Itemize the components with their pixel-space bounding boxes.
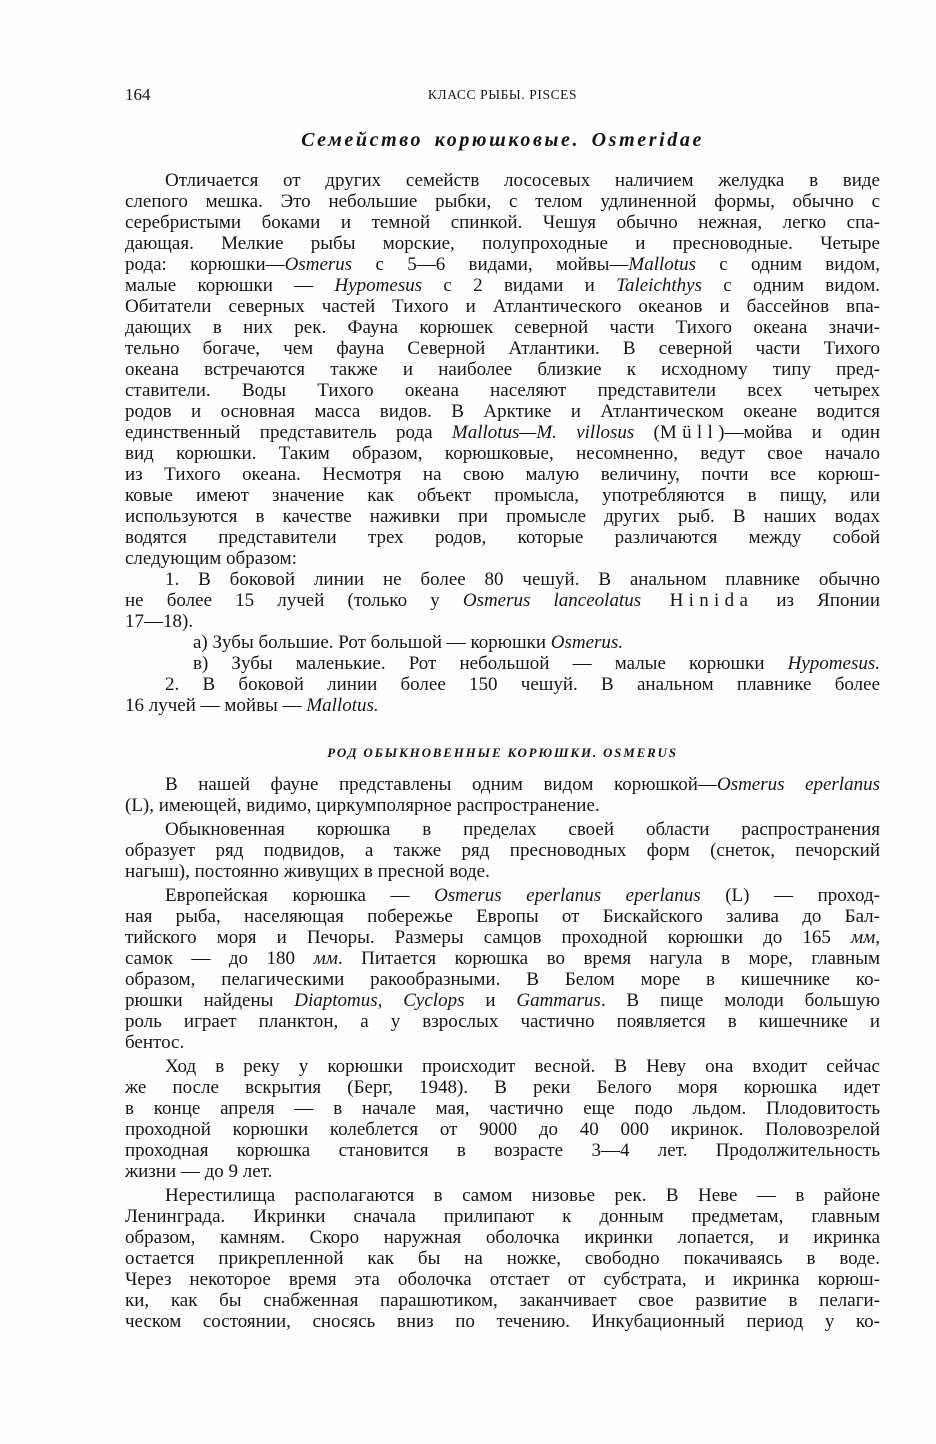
line-content	[125, 969, 880, 990]
text-line	[125, 443, 880, 464]
line-content	[125, 296, 880, 317]
text-line	[125, 674, 880, 695]
text-line	[125, 969, 880, 990]
text-line	[125, 485, 880, 506]
line-content	[125, 401, 880, 422]
text-line	[125, 1140, 880, 1161]
text-run: вид корюшки. Таким образом, корюшковые, несомненно, ведут свое начало	[125, 443, 880, 464]
text-run: (	[634, 422, 660, 443]
text-run: нагыш), постоянно живущих в пресной воде.	[125, 861, 490, 882]
family-title: Семейство корюшковые. Osmeridae	[301, 129, 704, 151]
text-run: малые корюшки —	[125, 275, 335, 296]
text-run: образом, пелагическими ракообразными. В Белом море в кишечнике ко-	[125, 969, 880, 990]
text-run: Нерестилища располагаются в самом низовье рек. В Неве — в районе	[165, 1185, 880, 1206]
page-number: 164	[125, 85, 151, 104]
line-content	[165, 569, 880, 590]
text-run: остается прикрепленной как бы на ножке, свободно покачиваясь в воде.	[125, 1248, 880, 1269]
line-content	[125, 695, 379, 716]
text-run: роль играет планктон, а у взрослых частично появляется в кишечнике и	[125, 1011, 880, 1032]
italic-text: Taleichthys	[616, 275, 702, 296]
text-line	[125, 401, 880, 422]
text-run: с одним видом.	[701, 275, 880, 296]
text-run: с 2 видами и	[422, 275, 617, 296]
italic-text: Mallotus—M. villosus	[451, 422, 635, 443]
key-subitem	[125, 632, 880, 653]
running-header	[125, 84, 880, 105]
line-content	[125, 840, 880, 861]
line-content	[125, 948, 880, 969]
text-run: из Тихого океана. Несмотря на свою малую величину, почти все корюш-	[125, 464, 880, 485]
line-content	[125, 191, 880, 212]
text-line	[125, 861, 880, 882]
text-run: . Питается корюшка во время нагула в море, главным	[337, 948, 880, 969]
text-run: ки, как бы снабженная парашютиком, заканчивает свое развитие в пелаги-	[125, 1290, 880, 1311]
text-line	[125, 590, 880, 611]
italic-text: Osmerus	[284, 254, 353, 275]
paragraph	[125, 819, 880, 882]
line-content	[165, 1056, 880, 1077]
text-line	[125, 254, 880, 275]
line-content	[125, 485, 880, 506]
italic-text: мм	[850, 927, 876, 948]
text-run: используются в качестве наживки при промысле других рыб. В наших водах	[125, 506, 880, 527]
text-run: Европейская корюшка —	[165, 885, 435, 906]
text-run: океана встречаются также и наиболее близкие к исходному типу пред-	[125, 359, 880, 380]
text-run: следующим образом:	[125, 548, 297, 569]
text-run: серебристыми боками и темной спинкой. Чешуя обычно нежная, легко спа-	[125, 212, 880, 233]
genus-section	[125, 774, 880, 1332]
text-run: 1. В боковой линии не более 80 чешуй. В анальном плавнике обычно	[165, 569, 880, 590]
text-line	[125, 1056, 880, 1077]
text-run: не более 15 лучей (только у	[125, 590, 463, 611]
line-content	[125, 1077, 880, 1098]
text-line	[125, 569, 880, 590]
text-run: дающих в них рек. Фауна корюшек северной части Тихого океана значи-	[125, 317, 880, 338]
line-content	[125, 1098, 880, 1119]
text-line	[125, 927, 880, 948]
text-run: рода: корюшки—	[125, 254, 285, 275]
line-content	[125, 464, 880, 485]
line-content	[125, 275, 880, 296]
text-line	[125, 1269, 880, 1290]
text-line	[125, 1206, 880, 1227]
line-content	[125, 317, 880, 338]
text-run: бентос.	[125, 1032, 185, 1053]
paragraph	[125, 885, 880, 1053]
text-run: ческом состоянии, сносясь вниз по течению. Инкубационный период у ко-	[125, 1311, 880, 1332]
line-content	[125, 927, 880, 948]
line-content	[125, 1269, 880, 1290]
italic-text: Osmerus eperlanus	[716, 774, 880, 795]
text-run: 17—18).	[125, 611, 194, 632]
line-content	[165, 170, 880, 191]
text-line	[125, 948, 880, 969]
key-item	[125, 674, 880, 716]
text-line	[125, 1098, 880, 1119]
text-run: ,	[875, 927, 880, 948]
line-content	[125, 254, 880, 275]
text-line	[125, 1227, 880, 1248]
italic-text: Gammarus	[516, 990, 601, 1011]
text-line	[125, 1011, 880, 1032]
line-content	[125, 1011, 880, 1032]
key-subitem	[125, 653, 880, 674]
paragraph	[125, 774, 880, 816]
line-content	[165, 774, 880, 795]
line-content	[125, 1248, 880, 1269]
text-line	[125, 296, 880, 317]
paragraph	[125, 170, 880, 569]
spaced-text: Müll	[659, 422, 719, 443]
text-run: в конце апреля — в начале мая, частично еще подо льдом. Плодовитость	[125, 1098, 880, 1119]
text-line	[125, 840, 880, 861]
line-content	[125, 233, 880, 254]
text-run: с одним видом,	[695, 254, 880, 275]
text-run: водятся представители трех родов, которые различаются между собой	[125, 527, 880, 548]
line-content	[125, 422, 880, 443]
line-content	[193, 632, 623, 653]
family-section	[125, 170, 880, 716]
text-line	[125, 548, 880, 569]
line-content	[125, 861, 490, 882]
text-line	[125, 1161, 880, 1182]
text-line	[125, 338, 880, 359]
text-line	[125, 795, 880, 816]
text-line	[125, 611, 880, 632]
text-line	[125, 212, 880, 233]
text-run: а) Зубы большие. Рот большой — корюшки	[193, 632, 551, 653]
text-run: Обитатели северных частей Тихого и Атлантического океанов и бассейнов впа-	[125, 296, 880, 317]
line-content	[165, 1185, 880, 1206]
text-line	[125, 1032, 880, 1053]
text-line	[125, 819, 880, 840]
text-line	[125, 632, 880, 653]
text-run: . В пище молоди большую	[600, 990, 880, 1011]
text-line	[125, 317, 880, 338]
line-content	[125, 1311, 880, 1332]
text-run: рюшки найдены	[125, 990, 295, 1011]
text-run: в) Зубы маленькие. Рот небольшой — малые корюшки	[193, 653, 788, 674]
text-run: 16 лучей — мойвы —	[125, 695, 307, 716]
key-item	[125, 569, 880, 632]
text-run: и	[464, 990, 517, 1011]
text-run: Отличается от других семейств лососевых наличием желудка в виде	[165, 170, 880, 191]
text-run: слепого мешка. Это небольшие рыбки, с телом удлиненной формы, обычно с	[125, 191, 880, 212]
italic-text: Osmerus eperlanus eperlanus	[434, 885, 701, 906]
line-content	[125, 1032, 184, 1053]
text-run: жизни — до 9 лет.	[125, 1161, 273, 1182]
italic-text: мм	[313, 948, 338, 969]
line-content	[125, 1119, 880, 1140]
line-content	[125, 1227, 880, 1248]
text-line	[125, 527, 880, 548]
text-run: ставители. Воды Тихого океана населяют представители всех четырех	[125, 380, 880, 401]
line-content	[125, 506, 880, 527]
text-run: 2. В боковой линии более 150 чешуй. В анальном плавнике более	[165, 674, 880, 695]
line-content	[125, 795, 600, 816]
line-content	[125, 338, 880, 359]
text-run: В нашей фауне представлены одним видом корюшкой—	[165, 774, 717, 795]
line-content	[125, 590, 880, 611]
text-line	[125, 774, 880, 795]
text-run: проходной корюшки колеблется от 9000 до 40 000 икринок. Половозрелой	[125, 1119, 880, 1140]
text-run: образом, камням. Скоро наружная оболочка икринки лопается, и икринка	[125, 1227, 880, 1248]
text-line	[125, 990, 880, 1011]
text-line	[125, 1311, 880, 1332]
text-run: с 5—6 видами, мойвы—	[352, 254, 629, 275]
italic-text: Hypomesus.	[787, 653, 880, 674]
text-line	[125, 1185, 880, 1206]
text-run: родов и основная масса видов. В Арктике и Атлантическом океане водится	[125, 401, 880, 422]
text-line	[125, 1077, 880, 1098]
text-run: )—мойва и один	[718, 422, 881, 443]
text-run: самок — до 180	[125, 948, 314, 969]
line-content	[165, 885, 880, 906]
text-run: из Японии	[753, 590, 881, 611]
text-line	[125, 170, 880, 191]
line-content	[125, 359, 880, 380]
text-line	[125, 653, 880, 674]
text-line	[125, 885, 880, 906]
text-run: (L), имеющей, видимо, циркумполярное распространение.	[125, 795, 600, 816]
italic-text: Osmerus lanceolatus	[462, 590, 642, 611]
text-line	[125, 380, 880, 401]
text-line	[125, 359, 880, 380]
line-content	[125, 527, 880, 548]
italic-text: Mallotus	[628, 254, 696, 275]
line-content	[193, 653, 880, 674]
paragraph	[125, 1185, 880, 1332]
text-run: ная рыба, населяющая побережье Европы от Бискайского залива до Бал-	[125, 906, 880, 927]
line-content	[125, 1161, 272, 1182]
italic-text: Mallotus.	[306, 695, 379, 716]
text-line	[125, 906, 880, 927]
italic-text: Hypomesus	[334, 275, 423, 296]
text-line	[125, 191, 880, 212]
text-run: ковые имеют значение как объект промысла, употребляются в пищу, или	[125, 485, 880, 506]
text-run: Через некоторое время эта оболочка отстает от субстрата, и икринка корюш-	[125, 1269, 880, 1290]
text-run: образует ряд подвидов, а также ряд пресноводных форм (снеток, печорский	[125, 840, 880, 861]
line-content	[125, 906, 880, 927]
text-run: единственный представитель рода	[125, 422, 452, 443]
line-content	[125, 548, 297, 569]
line-content	[125, 443, 880, 464]
line-content	[125, 1290, 880, 1311]
text-run: Обыкновенная корюшка в пределах своей области распространения	[165, 819, 880, 840]
spaced-text: Hinida	[641, 590, 754, 611]
running-head-title: КЛАСС РЫБЫ. PISCES	[427, 87, 578, 102]
line-content	[165, 674, 880, 695]
line-content	[125, 1206, 880, 1227]
text-run: (L) — проход-	[700, 885, 880, 906]
line-content	[125, 990, 880, 1011]
text-run: тельно богаче, чем фауна Северной Атлантики. В северной части Тихого	[125, 338, 880, 359]
genus-heading: РОД ОБЫКНОВЕННЫЕ КОРЮШКИ. OSMERUS	[327, 745, 678, 760]
text-run: проходная корюшка становится в возрасте 3—4 лет. Продолжительность	[125, 1140, 880, 1161]
text-run: дающая. Мелкие рыбы морские, полупроходные и пресноводные. Четыре	[125, 233, 880, 254]
text-line	[125, 506, 880, 527]
text-run: тийского моря и Печоры. Размеры самцов проходной корюшки до 165	[125, 927, 851, 948]
text-line	[125, 1248, 880, 1269]
text-run: же после вскрытия (Берг, 1948). В реки Белого моря корюшка идет	[125, 1077, 880, 1098]
text-line	[125, 275, 880, 296]
text-line	[125, 422, 880, 443]
text-line	[125, 1119, 880, 1140]
text-line	[125, 695, 880, 716]
text-run: Ход в реку у корюшки происходит весной. В Неву она входит сейчас	[165, 1056, 880, 1077]
italic-text: Osmerus.	[550, 632, 624, 653]
line-content	[125, 1140, 880, 1161]
paragraph	[125, 1056, 880, 1182]
text-line	[125, 1290, 880, 1311]
text-line	[125, 464, 880, 485]
italic-text: Diaptomus, Cyclops	[294, 990, 465, 1011]
line-content	[125, 611, 193, 632]
text-column	[125, 84, 880, 1332]
line-content	[165, 819, 880, 840]
text-run: Ленинграда. Икринки сначала прилипают к донным предметам, главным	[125, 1206, 880, 1227]
line-content	[125, 212, 880, 233]
text-line	[125, 233, 880, 254]
line-content	[125, 380, 880, 401]
